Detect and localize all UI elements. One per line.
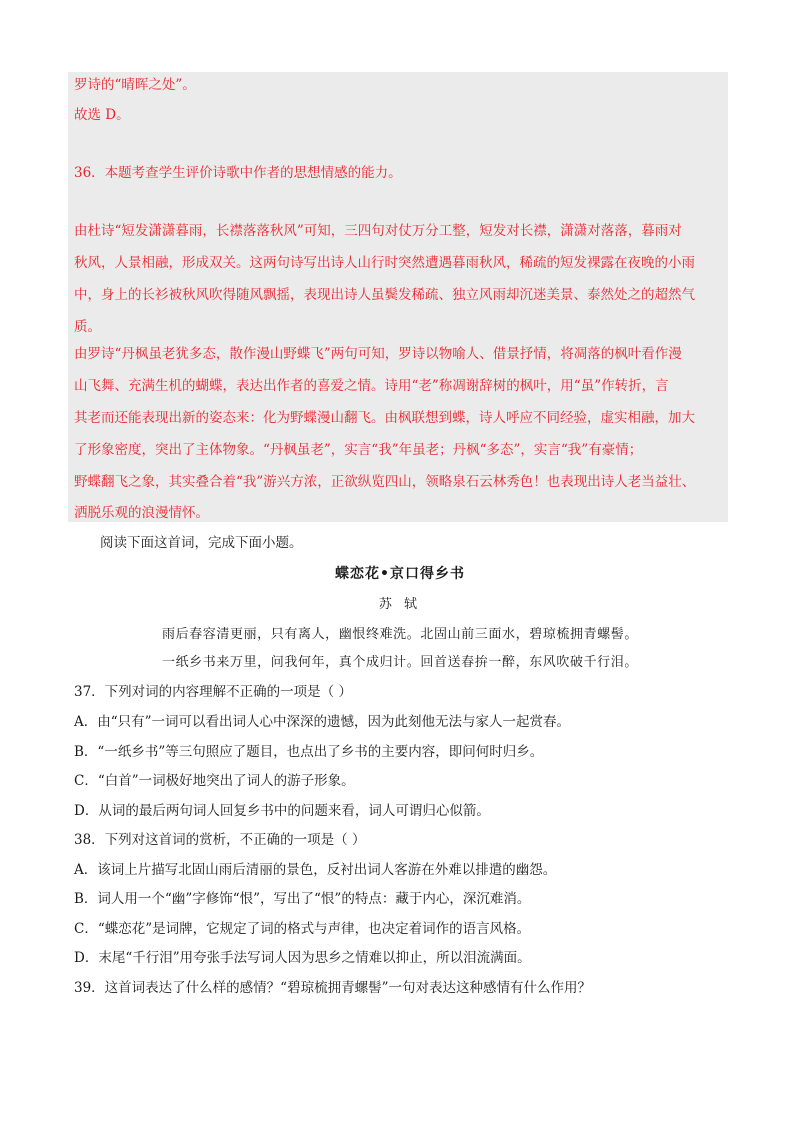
reading-instruction: 阅读下面这首词，完成下面小题。 bbox=[100, 535, 303, 551]
answer-line: 36．本题考查学生评价诗歌中作者的思想情感的能力。 bbox=[74, 165, 402, 181]
question-38-option-d: D．末尾“千行泪”用夸张手法写词人因为思乡之情难以抑止，所以泪流满面。 bbox=[74, 950, 531, 966]
answer-line: 其老而还能表现出新的姿态来：化为野蝶漫山翻飞。由枫联想到蝶，诗人呼应不同经验，虚实相融，加大 bbox=[74, 410, 695, 426]
answer-line: 野蝶翻飞之象，其实叠合着“我”游兴方浓，正欲纵览四山，领略泉石云林秀色！也表现出诗人老当益壮、 bbox=[74, 474, 696, 490]
question-38: 38．下列对这首词的赏析，不正确的一项是（ ） bbox=[74, 832, 366, 848]
answer-line: 由杜诗“短发潇潇暮雨，长襟落落秋风”可知，三四句对仗万分工整，短发对长襟，潇潇对落落，暮雨对 bbox=[74, 223, 682, 239]
poem-line: 一纸乡书来万里，问我何年，真个成归计。回首送春拚一醉，东风吹破千行泪。 bbox=[161, 655, 638, 670]
answer-line: 中，身上的长衫被秋风吹得随风飘摇，表现出诗人虽鬓发稀疏、独立风雨却沉迷美景、泰然处之的超然气 bbox=[74, 287, 695, 303]
answer-line: 罗诗的“晴晖之处”。 bbox=[74, 77, 196, 93]
answer-line: 由罗诗“丹枫虽老犹多态，散作漫山野蝶飞”两句可知，罗诗以物喻人、借景抒情，将凋落的枫叶看作漫 bbox=[74, 346, 682, 362]
answer-line: 故选 D。 bbox=[74, 107, 130, 123]
poem-line: 雨后春容清更丽，只有离人，幽恨终难洗。北固山前三面水，碧琼梳拥青螺髻。 bbox=[161, 627, 638, 642]
answer-line: 洒脱乐观的浪漫情怀。 bbox=[74, 505, 209, 521]
poem-author: 苏 轼 bbox=[378, 597, 422, 612]
question-38-option-a: A．该词上片描写北固山雨后清丽的景色，反衬出词人客游在外难以排遣的幽怨。 bbox=[74, 862, 557, 878]
question-38-option-b: B．词人用一个“幽”字修饰“恨”，写出了“恨”的特点：藏于内心，深沉难消。 bbox=[74, 891, 531, 907]
question-37-option-a: A．由“只有”一词可以看出词人心中深深的遗憾，因为此刻他无法与家人一起赏春。 bbox=[74, 714, 571, 730]
question-37: 37．下列对词的内容理解不正确的一项是（ ） bbox=[74, 684, 352, 700]
question-39: 39．这首词表达了什么样的感情？“碧琼梳拥青螺髻”一句对表达这种感情有什么作用？ bbox=[74, 980, 591, 996]
answer-line: 了形象密度，突出了主体物象。“丹枫虽老”，实言“我”年虽老；丹枫“多态”，实言“我”有豪情； bbox=[74, 442, 643, 458]
answer-line: 山飞舞、充满生机的蝴蝶，表达出作者的喜爱之情。诗用“老”称凋谢辞树的枫叶，用“虽”作转折，言 bbox=[74, 378, 669, 394]
question-37-option-d: D．从词的最后两句词人回复乡书中的问题来看，词人可谓归心似箭。 bbox=[74, 803, 490, 819]
answer-line: 秋风，人景相融，形成双关。这两句诗写出诗人山行时突然遭遇暮雨秋风，稀疏的短发裸露在夜晚的小雨 bbox=[74, 255, 695, 271]
question-37-option-c: C．“白首”一词极好地突出了词人的游子形象。 bbox=[74, 773, 355, 789]
answer-line: 质。 bbox=[74, 319, 101, 335]
poem-title: 蝶恋花•京口得乡书 bbox=[335, 566, 465, 582]
question-37-option-b: B．“一纸乡书”等三句照应了题目，也点出了乡书的主要内容，即问何时归乡。 bbox=[74, 744, 544, 760]
question-38-option-c: C．“蝶恋花”是词牌，它规定了词的格式与声律，也决定着词作的语言风格。 bbox=[74, 921, 531, 937]
